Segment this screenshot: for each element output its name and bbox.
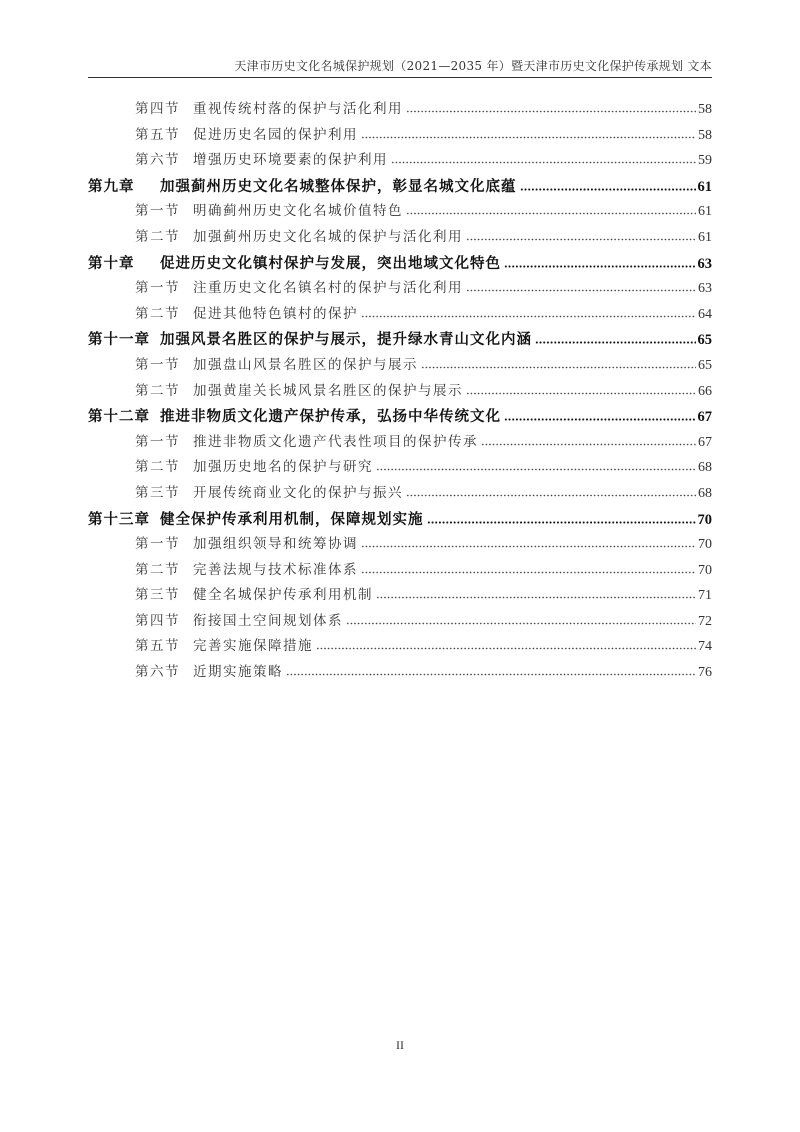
toc-section-entry bbox=[88, 583, 712, 609]
toc-section-entry bbox=[88, 97, 712, 123]
section-number: 第二节 bbox=[135, 228, 180, 245]
toc-section-entry bbox=[88, 302, 712, 328]
section-number: 第一节 bbox=[135, 203, 180, 220]
section-number: 第二节 bbox=[135, 382, 180, 399]
section-title: 加强黄崖关长城风景名胜区的保护与展示 bbox=[193, 382, 463, 399]
section-title: 注重历史文化名镇名村的保护与活化利用 bbox=[193, 280, 463, 297]
section-number: 第六节 bbox=[135, 664, 180, 681]
page-number: 58 bbox=[698, 102, 712, 117]
toc-section-entry bbox=[88, 532, 712, 558]
toc-section-entry bbox=[88, 609, 712, 635]
page-number: 68 bbox=[698, 485, 712, 501]
toc-section-entry bbox=[88, 199, 712, 225]
toc-section-entry bbox=[88, 353, 712, 379]
section-number: 第五节 bbox=[135, 638, 180, 655]
page-number: 70 bbox=[698, 562, 712, 578]
dot-leader bbox=[481, 443, 696, 446]
chapter-title: 加强风景名胜区的保护与展示，提升绿水青山文化内涵 bbox=[160, 331, 532, 349]
dot-leader bbox=[520, 188, 696, 191]
page-number: 70 bbox=[697, 511, 712, 528]
section-title: 近期实施策略 bbox=[193, 664, 283, 681]
section-title: 推进非物质文化遗产代表性项目的保护传承 bbox=[193, 433, 478, 450]
section-number: 第四节 bbox=[135, 101, 180, 117]
chapter-number: 第十三章 bbox=[88, 510, 150, 528]
document-title: 天津市历史文化名城保护规划（2021—2035 年）暨天津市历史文化保护传承规划 文本 bbox=[234, 59, 712, 73]
section-title: 加强蓟州历史文化名城的保护与活化利用 bbox=[193, 228, 463, 245]
toc-section-entry bbox=[88, 481, 712, 507]
section-number: 第二节 bbox=[135, 561, 180, 578]
chapter-number: 第十一章 bbox=[88, 331, 150, 349]
page-number: 70 bbox=[698, 537, 712, 553]
toc-section-entry bbox=[88, 276, 712, 302]
running-header bbox=[88, 57, 712, 78]
section-title: 完善法规与技术标准体系 bbox=[193, 561, 358, 578]
toc-section-entry bbox=[88, 148, 712, 174]
section-title: 完善实施保障措施 bbox=[193, 638, 313, 655]
dot-leader bbox=[406, 212, 696, 215]
page-number: 71 bbox=[698, 588, 712, 604]
page-number: 76 bbox=[698, 665, 712, 681]
section-number: 第二节 bbox=[135, 305, 180, 322]
toc-chapter-entry bbox=[88, 507, 712, 533]
dot-leader bbox=[316, 647, 696, 650]
section-title: 重视传统村落的保护与活化利用 bbox=[193, 101, 403, 117]
page-number: 74 bbox=[698, 639, 712, 655]
dot-leader bbox=[504, 265, 696, 268]
page-number: 66 bbox=[698, 383, 712, 399]
page-footer bbox=[0, 1036, 800, 1054]
section-title: 开展传统商业文化的保护与振兴 bbox=[193, 484, 403, 501]
chapter-title: 推进非物质文化遗产保护传承，弘扬中华传统文化 bbox=[160, 408, 501, 426]
page-number: 65 bbox=[698, 357, 712, 373]
section-number: 第三节 bbox=[135, 587, 180, 604]
dot-leader bbox=[286, 673, 696, 676]
dot-leader bbox=[361, 136, 696, 139]
dot-leader bbox=[466, 238, 696, 241]
toc-section-entry bbox=[88, 455, 712, 481]
toc-section-entry bbox=[88, 558, 712, 584]
dot-leader bbox=[406, 110, 696, 113]
page-number: 63 bbox=[698, 281, 712, 297]
page-number: 64 bbox=[698, 306, 712, 322]
dot-leader bbox=[346, 622, 696, 625]
dot-leader bbox=[391, 161, 696, 164]
toc-chapter-entry bbox=[88, 404, 712, 430]
chapter-number: 第九章 bbox=[88, 177, 135, 195]
section-title: 加强盘山风景名胜区的保护与展示 bbox=[193, 356, 418, 373]
dot-leader bbox=[466, 289, 696, 292]
dot-leader bbox=[361, 545, 696, 548]
dot-leader bbox=[406, 494, 696, 497]
section-number: 第六节 bbox=[135, 152, 180, 169]
footer-page-number: II bbox=[396, 1038, 404, 1052]
page-number: 67 bbox=[698, 434, 712, 450]
dot-leader bbox=[361, 571, 696, 574]
dot-leader bbox=[361, 315, 696, 318]
page-number: 63 bbox=[697, 255, 712, 272]
page-number: 61 bbox=[697, 178, 712, 195]
section-title: 明确蓟州历史文化名城价值特色 bbox=[193, 203, 403, 220]
chapter-title: 健全保护传承利用机制，保障规划实施 bbox=[160, 510, 424, 528]
dot-leader bbox=[427, 521, 696, 524]
dot-leader bbox=[376, 468, 696, 471]
dot-leader bbox=[504, 418, 696, 421]
dot-leader bbox=[376, 596, 696, 599]
page-number: 61 bbox=[698, 229, 712, 245]
section-number: 第一节 bbox=[135, 356, 180, 373]
chapter-title: 促进历史文化镇村保护与发展，突出地域文化特色 bbox=[160, 254, 501, 272]
section-number: 第三节 bbox=[135, 484, 180, 501]
dot-leader bbox=[466, 392, 696, 395]
section-number: 第一节 bbox=[135, 280, 180, 297]
section-title: 加强组织领导和统筹协调 bbox=[193, 536, 358, 553]
section-title: 促进历史名园的保护利用 bbox=[193, 126, 358, 143]
section-title: 增强历史环境要素的保护利用 bbox=[193, 152, 388, 169]
section-number: 第一节 bbox=[135, 536, 180, 553]
section-number: 第四节 bbox=[135, 612, 180, 629]
toc-section-entry bbox=[88, 379, 712, 405]
toc-section-entry bbox=[88, 123, 712, 149]
dot-leader bbox=[535, 341, 696, 344]
toc-chapter-entry bbox=[88, 327, 712, 353]
toc-section-entry bbox=[88, 225, 712, 251]
chapter-title: 加强蓟州历史文化名城整体保护，彰显名城文化底蕴 bbox=[160, 177, 517, 195]
page-number: 67 bbox=[697, 409, 712, 426]
page-number: 68 bbox=[698, 460, 712, 476]
toc-section-entry bbox=[88, 660, 712, 686]
section-title: 健全名城保护传承利用机制 bbox=[193, 587, 373, 604]
page-number: 59 bbox=[698, 153, 712, 169]
toc-section-entry bbox=[88, 430, 712, 456]
page-number: 72 bbox=[698, 613, 712, 629]
page-number: 61 bbox=[698, 204, 712, 220]
chapter-number: 第十章 bbox=[88, 254, 135, 272]
toc-chapter-entry bbox=[88, 174, 712, 200]
page-number: 58 bbox=[698, 127, 712, 143]
toc-chapter-entry bbox=[88, 251, 712, 277]
section-title: 加强历史地名的保护与研究 bbox=[193, 459, 373, 476]
toc-section-entry bbox=[88, 634, 712, 660]
chapter-number: 第十二章 bbox=[88, 408, 150, 426]
section-number: 第五节 bbox=[135, 126, 180, 143]
page-number: 65 bbox=[697, 332, 712, 349]
section-number: 第二节 bbox=[135, 459, 180, 476]
section-number: 第一节 bbox=[135, 433, 180, 450]
section-title: 衔接国土空间规划体系 bbox=[193, 612, 343, 629]
table-of-contents bbox=[88, 97, 712, 686]
dot-leader bbox=[421, 366, 696, 369]
section-title: 促进其他特色镇村的保护 bbox=[193, 305, 358, 322]
